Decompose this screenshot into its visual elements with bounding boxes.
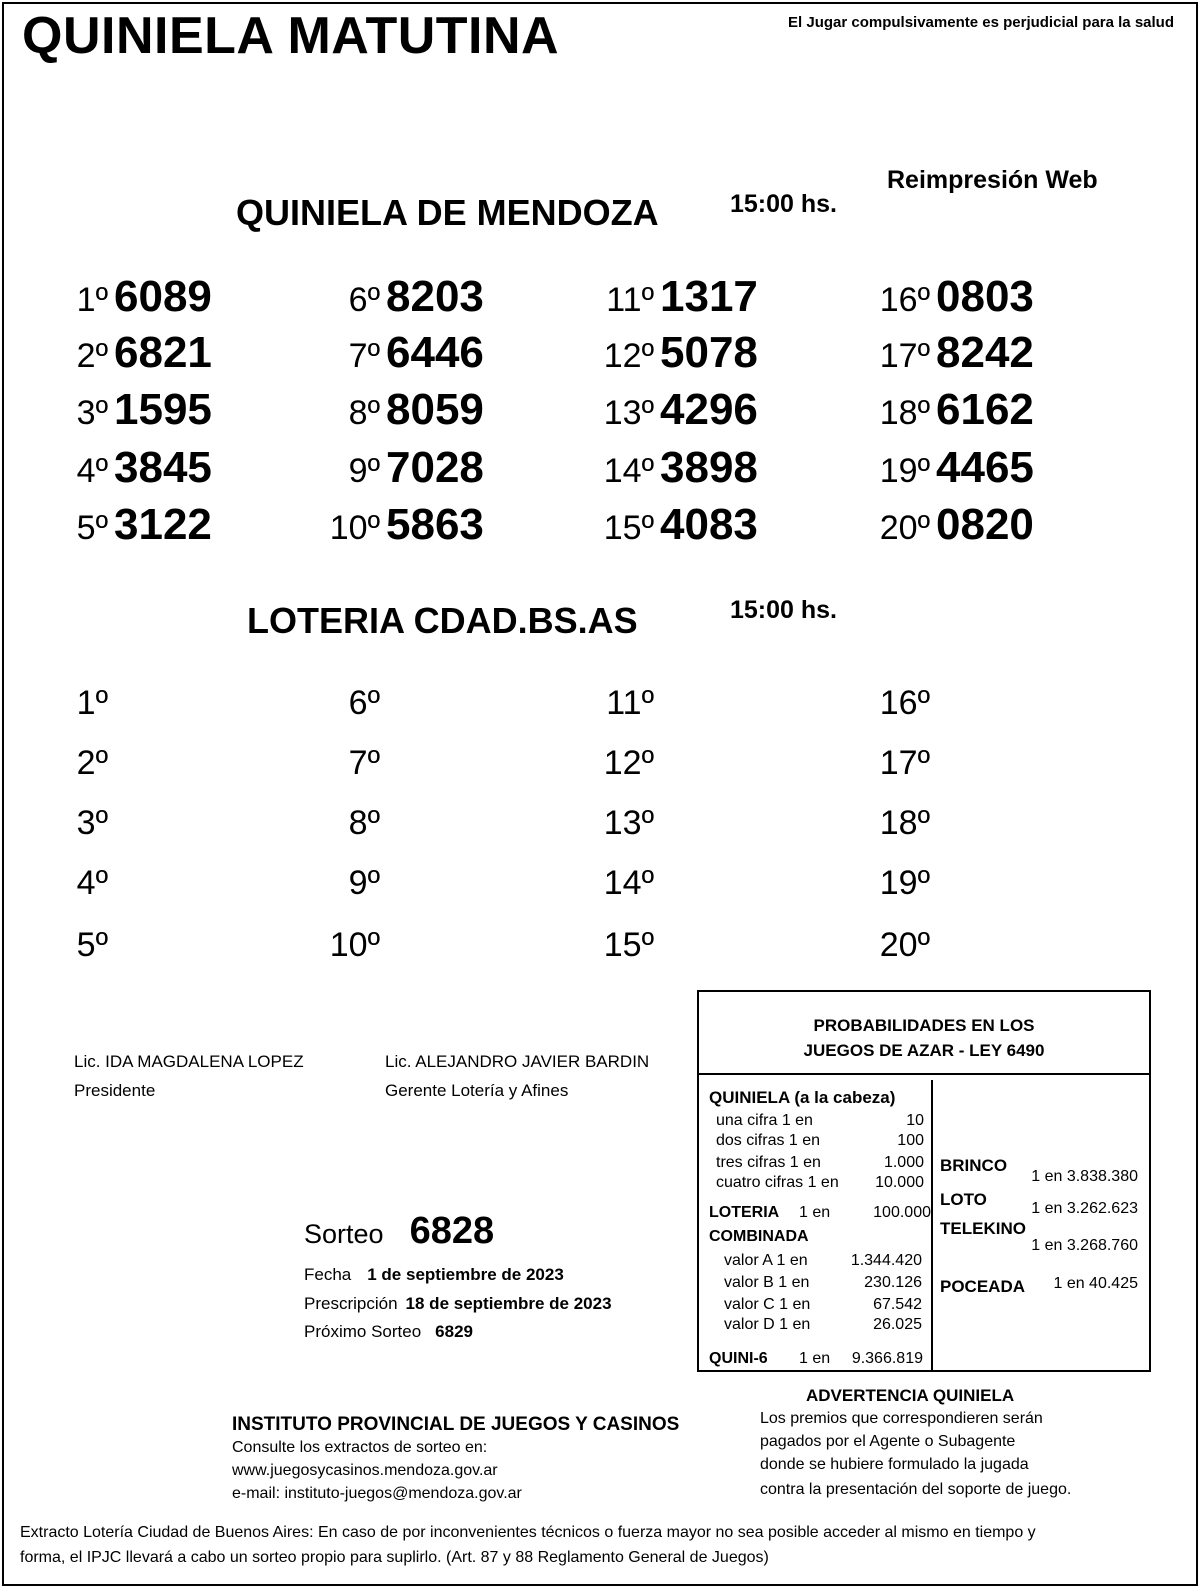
telekino-prob-value: 1 en 3.268.760: [1031, 1237, 1138, 1254]
loteria-position-label: 13º: [603, 804, 654, 842]
mendoza-position-label: 8º: [348, 394, 380, 432]
mendoza-result-cell: [870, 328, 1034, 378]
poceada-prob-label: POCEADA: [940, 1277, 1026, 1296]
loteria-result-cell: [48, 926, 108, 965]
loteria-result-cell: [594, 744, 654, 783]
mendoza-result-number: 3898: [660, 443, 758, 492]
mendoza-result-cell: [320, 272, 484, 322]
mendoza-result-cell: [594, 443, 758, 493]
proximo-value: 6829: [435, 1322, 473, 1341]
mendoza-result-number: 0820: [936, 500, 1034, 549]
loteria-result-cell: [48, 864, 108, 903]
mendoza-result-cell: [320, 500, 484, 550]
fecha-row: [304, 1265, 564, 1285]
sorteo-number: 6828: [409, 1210, 495, 1252]
mendoza-result-number: 0803: [936, 272, 1034, 321]
loteria-position-label: 1º: [76, 684, 108, 722]
loteria-position-label: 4º: [76, 864, 108, 902]
advertencia-line: Los premios que correspondieren serán: [760, 1410, 1043, 1427]
prescripcion-row: [304, 1294, 612, 1314]
instituto-title: INSTITUTO PROVINCIAL DE JUEGOS Y CASINOS: [232, 1414, 680, 1435]
loteria-result-cell: [594, 864, 654, 903]
loteria-position-label: 15º: [603, 926, 654, 964]
mendoza-result-number: 4083: [660, 500, 758, 549]
combinada-row-label: valor B 1 en: [724, 1274, 810, 1291]
loteria-position-label: 3º: [76, 804, 108, 842]
loteria-position-label: 12º: [603, 744, 654, 782]
proximo-row: [304, 1322, 473, 1342]
mendoza-position-label: 10º: [329, 509, 380, 547]
loteria-position-label: 11º: [606, 684, 654, 722]
quiniela-row-value: 10.000: [875, 1174, 924, 1191]
sorteo-block: [304, 1210, 494, 1253]
mendoza-result-cell: [870, 272, 1034, 322]
advertencia-title: ADVERTENCIA QUINIELA: [806, 1386, 1015, 1405]
probabilidades-title-2: JUEGOS DE AZAR - LEY 6490: [803, 1041, 1045, 1060]
loteria-position-label: 9º: [348, 864, 380, 902]
loteria-result-cell: [48, 744, 108, 783]
loteria-position-label: 17º: [879, 744, 930, 782]
mendoza-position-label: 15º: [603, 509, 654, 547]
loteria-result-cell: [870, 804, 930, 843]
mendoza-position-label: 14º: [603, 452, 654, 490]
mendoza-position-label: 1º: [76, 281, 108, 319]
quini6-prob-value: 9.366.819: [851, 1350, 923, 1367]
probabilidades-box: [697, 990, 1151, 1372]
quiniela-row-label: tres cifras 1 en: [716, 1154, 821, 1171]
mendoza-position-label: 9º: [348, 452, 380, 490]
probabilidades-header: [699, 992, 1149, 1075]
loteria-prob-en: 1 en: [799, 1204, 831, 1221]
combinada-prob-title: COMBINADA: [709, 1228, 809, 1245]
sorteo-label: Sorteo: [304, 1219, 384, 1249]
extract-document: [2, 2, 1198, 1586]
mendoza-result-cell: [320, 443, 484, 493]
loteria-position-label: 19º: [879, 864, 930, 902]
prescripcion-label: Prescripción: [304, 1294, 398, 1313]
loteria-title: LOTERIA CDAD.BS.AS: [247, 600, 638, 641]
mendoza-position-label: 20º: [879, 509, 930, 547]
mendoza-position-label: 17º: [879, 337, 930, 375]
loteria-result-cell: [48, 684, 108, 723]
loteria-result-cell: [320, 864, 380, 903]
mendoza-time: 15:00 hs.: [730, 190, 838, 218]
brinco-prob-value: 1 en 3.838.380: [1031, 1168, 1138, 1185]
mendoza-position-label: 7º: [348, 337, 380, 375]
quini6-prob-en: 1 en: [799, 1350, 831, 1367]
combinada-row-label: valor D 1 en: [724, 1316, 811, 1333]
quiniela-row-label: cuatro cifras 1 en: [716, 1174, 839, 1191]
footer-line: Extracto Lotería Ciudad de Buenos Aires: En caso de por inconvenientes técnicos o fuerza mayor no sea posible acceder al mismo en tiempo y: [20, 1524, 1036, 1541]
advertencia-line: contra la presentación del soporte de juego.: [760, 1481, 1072, 1498]
mendoza-result-cell: [48, 500, 212, 550]
column-divider: [931, 1080, 933, 1370]
loteria-position-label: 16º: [879, 684, 930, 722]
loteria-result-cell: [320, 804, 380, 843]
mendoza-result-number: 6821: [114, 328, 212, 377]
loteria-position-label: 7º: [348, 744, 380, 782]
loteria-position-label: 20º: [879, 926, 930, 964]
prescripcion-value: 18 de septiembre de 2023: [405, 1294, 612, 1313]
signature-name-1: Lic. IDA MAGDALENA LOPEZ: [74, 1052, 304, 1071]
combinada-row-value: 67.542: [873, 1296, 922, 1313]
mendoza-result-cell: [870, 385, 1034, 435]
mendoza-result-number: 5078: [660, 328, 758, 377]
mendoza-result-cell: [320, 328, 484, 378]
quini6-prob-label: QUINI-6: [709, 1350, 768, 1367]
page-title: QUINIELA MATUTINA: [22, 7, 560, 65]
quiniela-row-value: 1.000: [883, 1154, 924, 1171]
advertencia-line: donde se hubiere formulado la jugada: [760, 1456, 1029, 1473]
loteria-position-label: 8º: [348, 804, 380, 842]
loteria-result-cell: [870, 684, 930, 723]
instituto-email[interactable]: e-mail: instituto-juegos@mendoza.gov.ar: [232, 1485, 522, 1502]
loteria-position-label: 18º: [879, 804, 930, 842]
mendoza-position-label: 16º: [879, 281, 930, 319]
loteria-prob-value: 100.000: [873, 1204, 931, 1221]
mendoza-result-number: 3122: [114, 500, 212, 549]
mendoza-result-cell: [48, 328, 212, 378]
mendoza-result-number: 6446: [386, 328, 484, 377]
mendoza-result-cell: [594, 385, 758, 435]
combinada-row-value: 26.025: [873, 1316, 922, 1333]
fecha-label: Fecha: [304, 1265, 352, 1284]
loteria-result-cell: [594, 804, 654, 843]
combinada-row-value: 1.344.420: [850, 1252, 922, 1269]
health-warning: El Jugar compulsivamente es perjudicial para la salud: [788, 14, 1174, 31]
mendoza-result-cell: [48, 272, 212, 322]
loteria-result-cell: [594, 684, 654, 723]
brinco-prob-label: BRINCO: [940, 1156, 1008, 1175]
loteria-position-label: 6º: [348, 684, 380, 722]
instituto-website[interactable]: www.juegosycasinos.mendoza.gov.ar: [232, 1462, 498, 1479]
loteria-position-label: 10º: [329, 926, 380, 964]
mendoza-result-number: 6162: [936, 385, 1034, 434]
mendoza-result-cell: [594, 328, 758, 378]
mendoza-position-label: 11º: [606, 281, 654, 319]
mendoza-result-cell: [870, 500, 1034, 550]
proximo-label: Próximo Sorteo: [304, 1322, 422, 1341]
mendoza-result-cell: [594, 272, 758, 322]
loteria-result-cell: [594, 926, 654, 965]
mendoza-position-label: 12º: [603, 337, 654, 375]
quiniela-row-label: una cifra 1 en: [716, 1112, 813, 1129]
loteria-position-label: 2º: [76, 744, 108, 782]
loto-prob-label: LOTO: [940, 1190, 987, 1209]
mendoza-result-cell: [320, 385, 484, 435]
mendoza-position-label: 5º: [76, 509, 108, 547]
loteria-position-label: 14º: [603, 864, 654, 902]
probabilidades-title-1: PROBABILIDADES EN LOS: [813, 1016, 1035, 1035]
quiniela-row-value: 10: [906, 1112, 924, 1129]
mendoza-result-number: 1317: [660, 272, 758, 321]
combinada-row-label: valor A 1 en: [724, 1252, 808, 1269]
combinada-row-label: valor C 1 en: [724, 1296, 811, 1313]
mendoza-result-number: 1595: [114, 385, 212, 434]
quiniela-row-label: dos cifras 1 en: [716, 1132, 821, 1149]
loteria-result-cell: [870, 864, 930, 903]
mendoza-result-cell: [48, 443, 212, 493]
footer-line: forma, el IPJC llevará a cabo un sorteo propio para suplirlo. (Art. 87 y 88 Reglamento General de Juegos): [20, 1549, 769, 1566]
mendoza-result-cell: [594, 500, 758, 550]
signature-name-2: Lic. ALEJANDRO JAVIER BARDIN: [385, 1052, 650, 1071]
poceada-prob-value: 1 en 40.425: [1053, 1275, 1138, 1292]
mendoza-result-number: 4465: [936, 443, 1034, 492]
loteria-result-cell: [48, 804, 108, 843]
mendoza-result-number: 8203: [386, 272, 484, 321]
loteria-result-cell: [320, 744, 380, 783]
mendoza-result-number: 8059: [386, 385, 484, 434]
mendoza-position-label: 2º: [76, 337, 108, 375]
telekino-prob-label: TELEKINO: [940, 1219, 1026, 1238]
signature-role-1: Presidente: [74, 1081, 156, 1100]
loteria-prob-label: LOTERIA: [709, 1204, 780, 1221]
loteria-result-cell: [320, 926, 380, 965]
mendoza-position-label: 4º: [76, 452, 108, 490]
loteria-result-cell: [870, 926, 930, 965]
mendoza-result-cell: [870, 443, 1034, 493]
mendoza-position-label: 3º: [76, 394, 108, 432]
signature-role-2: Gerente Lotería y Afines: [385, 1081, 569, 1100]
loteria-position-label: 5º: [76, 926, 108, 964]
loto-prob-value: 1 en 3.262.623: [1031, 1200, 1138, 1217]
mendoza-position-label: 13º: [603, 394, 654, 432]
mendoza-position-label: 19º: [879, 452, 930, 490]
quiniela-prob-title: QUINIELA (a la cabeza): [709, 1088, 896, 1107]
mendoza-position-label: 6º: [348, 281, 380, 319]
mendoza-position-label: 18º: [879, 394, 930, 432]
instituto-line: Consulte los extractos de sorteo en:: [232, 1439, 488, 1456]
mendoza-result-number: 4296: [660, 385, 758, 434]
loteria-result-cell: [320, 684, 380, 723]
mendoza-result-number: 8242: [936, 328, 1034, 377]
mendoza-result-cell: [48, 385, 212, 435]
mendoza-result-number: 5863: [386, 500, 484, 549]
fecha-value: 1 de septiembre de 2023: [367, 1265, 564, 1284]
combinada-row-value: 230.126: [864, 1274, 922, 1291]
mendoza-result-number: 7028: [386, 443, 484, 492]
loteria-time: 15:00 hs.: [730, 596, 838, 624]
reprint-label: Reimpresión Web: [887, 166, 1098, 194]
mendoza-result-number: 6089: [114, 272, 212, 321]
advertencia-line: pagados por el Agente o Subagente: [760, 1433, 1016, 1450]
quiniela-row-value: 100: [897, 1132, 924, 1149]
mendoza-result-number: 3845: [114, 443, 212, 492]
mendoza-title: QUINIELA DE MENDOZA: [236, 192, 659, 233]
loteria-result-cell: [870, 744, 930, 783]
